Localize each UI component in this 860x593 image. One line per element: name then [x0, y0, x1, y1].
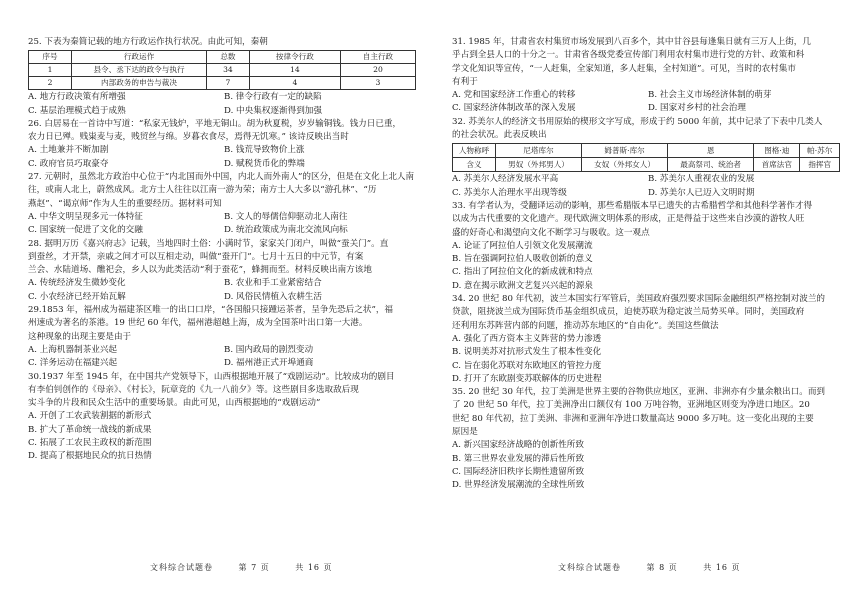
question-stem-line: 还利用东苏阵营内部的问题，推动苏东地区的“自由化”。美国这些做法 [452, 320, 719, 331]
option-d: D. 赋税货币化的弊端 [224, 158, 305, 169]
table-cell: 14 [249, 64, 340, 77]
question-stem-line: 26. 白居易在一首诗中写道：“私家无钱炉，平地无铜山。胡为秋夏税，岁岁输铜钱。钱力日已重， [28, 118, 402, 129]
question-stem-line: 27. 元朝时，虽然北方政治中心位于“内北国而外中国，内北人而外南人”的区分，但是在文化上北人南 [28, 172, 415, 183]
question-stem-line: 有李伯钊创作的《母亲》、《村长》，阮章竞的《九一八前夕》等。这些剧目多选取敌后现 [28, 384, 359, 395]
left-page-column [28, 36, 416, 464]
question-30 [28, 371, 416, 464]
option-d: D. 世界经济发展潮流的全球性所致 [452, 480, 585, 491]
option-b: B. 国内政局的剧烈变动 [224, 344, 314, 355]
question-28 [28, 238, 416, 304]
question-27 [28, 171, 416, 237]
option-a: A. 上海机器制茶业兴起 [28, 344, 118, 355]
table-header-cell: 自主行政 [340, 51, 415, 64]
question-stem-line: 33. 有学者认为，受翻译运动的影响，那些希腊版本早已遗失的古希腊哲学和其他科学著作才得 [452, 200, 813, 211]
table-cell: 恩 [668, 144, 754, 158]
question-stem-line: 学文化知识等宣传，“一人赶集，全家知道，多人赶集，全村知道”。可见，当时的农村集市 [452, 63, 796, 74]
question-27-options [28, 211, 416, 238]
question-stem-line: 世纪 80 年代初，拉丁美洲、非洲和亚洲年净进口数量高达 9000 多万吨。这一变化出现的主要 [452, 413, 814, 424]
option-c: C. 拓展了工农民主政权的新范围 [28, 438, 152, 449]
option-b: B. 律令行政有一定的缺陷 [224, 92, 322, 103]
question-stem-line: 29.1853 年，福州成为福建茶区唯一的出口口岸，“各国船只接踵运茶者，呈争先恐后之状”，福 [28, 305, 394, 316]
option-c: C. 政府官员巧取豪夺 [28, 158, 109, 169]
question-31-options [452, 89, 840, 116]
option-d: D. 苏美尔人已迈入文明时期 [648, 187, 755, 198]
table-header-cell: 行政运作 [72, 51, 207, 64]
question-stem-line: 30.1937 年至 1945 年，在中国共产党领导下，山西根据地开展了“戏剧运动”。比较成功的剧目 [28, 371, 395, 382]
option-a: A. 党和国家经济工作重心的转移 [452, 90, 576, 101]
question-35 [452, 386, 840, 492]
question-stem-line: 这种现象的出现主要是由于 [28, 331, 132, 342]
question-32 [452, 116, 840, 200]
question-34-options [452, 333, 840, 386]
option-c: C. 国家经济体制改革的深入发展 [452, 103, 576, 114]
table-row [453, 144, 840, 158]
question-stem-line: 到蚕丝，才开禁，亲戚之间才可以互相走动，叫做“蚕开门”。七月十五日的中元节，有案 [28, 251, 364, 262]
option-b: B. 说明美苏对抗形式发生了根本性变化 [452, 347, 602, 358]
question-29-options [28, 344, 416, 371]
option-b: B. 社会主义市场经济体制的萌芽 [648, 90, 772, 101]
table-header-cell: 序号 [29, 51, 72, 64]
question-stem-line: 的社会状况。此表反映出 [452, 130, 547, 141]
exam-title: 文科综合试题卷 [150, 563, 213, 572]
table-cell: 1 [29, 64, 72, 77]
right-page-column [452, 36, 840, 493]
question-stem-line: 农力日已殚。贱粜麦与麦，贱贸丝与绵。岁暮衣食尽，焉得无饥寒。” 该诗反映出当时 [28, 132, 349, 143]
question-stem-line: 乎占到全县人口的十分之一。甘肃省各级党委宣传部门利用农村集市进行党的方针、政策和科 [452, 50, 805, 61]
table-cell: 3 [340, 77, 415, 90]
option-b: B. 文人的辱儒信仰驱动北人南往 [224, 211, 348, 222]
question-34 [452, 293, 840, 386]
question-stem-line: 35. 20 世纪 30 年代，拉丁美洲是世界主要的谷物供应地区，亚洲、非洲亦有少量余粮出口。而到 [452, 387, 826, 398]
question-28-options [28, 277, 416, 304]
question-stem-line: 了 20 世纪 50 年代，拉丁美洲净出口额仅有 100 万吨谷物，亚洲地区则变为净进口地区。20 [452, 400, 810, 411]
right-page-footer [558, 562, 763, 573]
question-29 [28, 304, 416, 370]
question-31 [452, 36, 840, 116]
table-cell: 姆普斯·库尔 [582, 144, 668, 158]
option-d: D. 中央集权逐渐得到加强 [224, 105, 322, 116]
option-d: D. 打开了东欧剧变苏联解体的历史进程 [452, 373, 602, 384]
total-pages: 共 16 页 [295, 563, 333, 572]
table-row [453, 158, 840, 172]
table-cell: 最高祭司、统治者 [668, 158, 754, 172]
table-cell: 7 [207, 77, 250, 90]
option-c: C. 国家统一促进了文化的交融 [28, 225, 143, 236]
table-cell: 首席法官 [754, 158, 800, 172]
option-b: B. 扩大了革命统一战线的新成果 [28, 424, 152, 435]
question-stem-line: 州速成为著名的茶港。19 世纪 60 年代，福州港超越上海，成为全国茶叶出口第一大港。 [28, 318, 368, 329]
option-c: C. 旨在弱化苏联对东欧地区的管控力度 [452, 360, 602, 371]
option-c: C. 小农经济已经开始瓦解 [28, 291, 126, 302]
option-c: C. 苏美尔人治理水平出现等级 [452, 187, 567, 198]
table-cell: 男奴（外邦男人） [496, 158, 582, 172]
question-32-table [452, 143, 840, 172]
question-stem-line: 原因是 [452, 427, 478, 438]
table-cell: 尼塔库尔 [496, 144, 582, 158]
page-number: 第 7 页 [238, 563, 270, 572]
question-26 [28, 118, 416, 171]
table-header-cell: 按律令行政 [249, 51, 340, 64]
option-d: D. 提高了根据地民众的抗日热情 [28, 451, 152, 462]
option-a: A. 中华文明呈现多元一体特征 [28, 211, 143, 222]
table-cell: 含义 [453, 158, 496, 172]
option-a: A. 地方行政决策有所增强 [28, 92, 126, 103]
option-b: B. 苏美尔人重视农业的发展 [648, 174, 755, 185]
table-cell: 4 [249, 77, 340, 90]
question-stem-line: 贷款，阻挠波兰成为国际货币基金组织成员，迫使苏联为稳定波兰局势买单。同时，美国政府 [452, 307, 805, 318]
table-header-cell: 总数 [207, 51, 250, 64]
table-cell: 帕·苏尔 [800, 144, 840, 158]
page-number: 第 8 页 [646, 563, 678, 572]
question-stem-line: 盛的好奇心和渴望向文化不断学习与吸收。这一观点 [452, 227, 650, 238]
question-stem-line: 实斗争的片段和民众生活中的重要场景。由此可见，山西根据地的“戏剧运动” [28, 398, 321, 409]
option-a: A. 土地兼并不断加剧 [28, 145, 109, 156]
option-a: A. 传统经济发生微妙变化 [28, 278, 126, 289]
question-stem-line: 以成为古代重要的文化遗产。现代欧洲文明体系的形成，正是得益于这些来自沙漠的游牧人旺 [452, 214, 805, 225]
question-stem-line: 34. 20 世纪 80 年代初，波兰本国实行军管后，美国政府强烈要求国际金融组织严格控制对波兰的 [452, 294, 826, 305]
option-b: B. 第三世界农业发展的滞后性所致 [452, 453, 585, 464]
option-c: C. 国际经济旧秩序长期性遗留所致 [452, 466, 585, 477]
question-25-table [28, 50, 416, 90]
option-d: D. 风俗民情植入农耕生活 [224, 291, 322, 302]
exam-title: 文科综合试题卷 [558, 563, 621, 572]
question-26-options [28, 144, 416, 171]
option-c: C. 洋务运动在福建兴起 [28, 358, 118, 369]
table-cell: 指挥官 [800, 158, 840, 172]
option-d: D. 福州港正式开埠通商 [224, 358, 314, 369]
table-header-row [29, 51, 416, 64]
table-cell: 女奴（外邦女人） [582, 158, 668, 172]
table-row [29, 64, 416, 77]
table-cell: 县令、丞下达的政令与执行 [72, 64, 207, 77]
question-30-options [28, 410, 416, 463]
question-stem-line: 兰会、水陆道场、醮祀会，乡人以为此类活动“利于蚕花”，蜂拥而至。材料反映出南方该地 [28, 265, 372, 276]
option-a: A. 新兴国家经济战略的创新性所致 [452, 440, 584, 451]
option-a: A. 论证了阿拉伯人引领文化发展潮流 [452, 240, 593, 251]
question-33-options [452, 240, 840, 293]
option-c: C. 指出了阿拉伯文化的新成就和特点 [452, 267, 593, 278]
option-b: B. 旨在强调阿拉伯人吸收创新的意义 [452, 254, 593, 265]
option-a: A. 苏美尔人经济发展水平高 [452, 174, 559, 185]
question-stem-line: 燕赵”、“谒京师”作为人生的重要经历。据材料可知 [28, 198, 222, 209]
option-c: C. 基层治理模式趋于成熟 [28, 105, 126, 116]
left-page-footer [150, 562, 355, 573]
question-stem-line: 31. 1985 年，甘肃省农村集贸市场发展到八百多个，其中甘谷县每逢集日就有三万人上街，几 [452, 37, 811, 47]
option-a: A. 开创了工农武装割据的新形式 [28, 411, 152, 422]
table-cell: 34 [207, 64, 250, 77]
question-25-options [28, 91, 416, 118]
option-b: B. 农业和手工业紧密结合 [224, 278, 322, 289]
question-stem-line: 28. 据明万历《嘉兴府志》记载，当地四时土俗：小满时节，家家关门闭户，叫做“蚕关门”。直 [28, 238, 389, 249]
total-pages: 共 16 页 [703, 563, 741, 572]
table-row [29, 77, 416, 90]
option-d: D. 国家对乡村的社会治理 [648, 103, 746, 114]
question-32-options [452, 173, 840, 200]
question-33 [452, 200, 840, 293]
table-cell: 内部政务的申告与裁决 [72, 77, 207, 90]
question-35-options [452, 439, 840, 492]
table-cell: 人物称呼 [453, 144, 496, 158]
option-b: B. 钱荒导致物价上涨 [224, 145, 305, 156]
table-cell: 2 [29, 77, 72, 90]
table-cell: 20 [340, 64, 415, 77]
option-a: A. 强化了西方资本主义阵营的势力渗透 [452, 333, 602, 344]
table-cell: 图格·迪 [754, 144, 800, 158]
question-stem-line: 有利于 [452, 76, 478, 87]
option-d: D. 意在揭示欧洲文艺复兴兴起的源泉 [452, 280, 593, 291]
question-25 [28, 36, 416, 118]
question-stem-line: 往，或南人北上，蔚然成风。北方士人往往以江南一游为荣；南方士人大多以“游孔林”、“历 [28, 185, 377, 196]
option-d: D. 统治政策成为南北交流风向标 [224, 225, 348, 236]
question-25-stem: 25. 下表为秦简记载的地方行政运作执行状况。由此可知，秦朝 [28, 37, 268, 47]
question-stem-line: 32. 苏美尔人的经济文书用原始的楔形文字写成，形成于约 5000 年前，其中记录了下表中几类人 [452, 116, 823, 127]
